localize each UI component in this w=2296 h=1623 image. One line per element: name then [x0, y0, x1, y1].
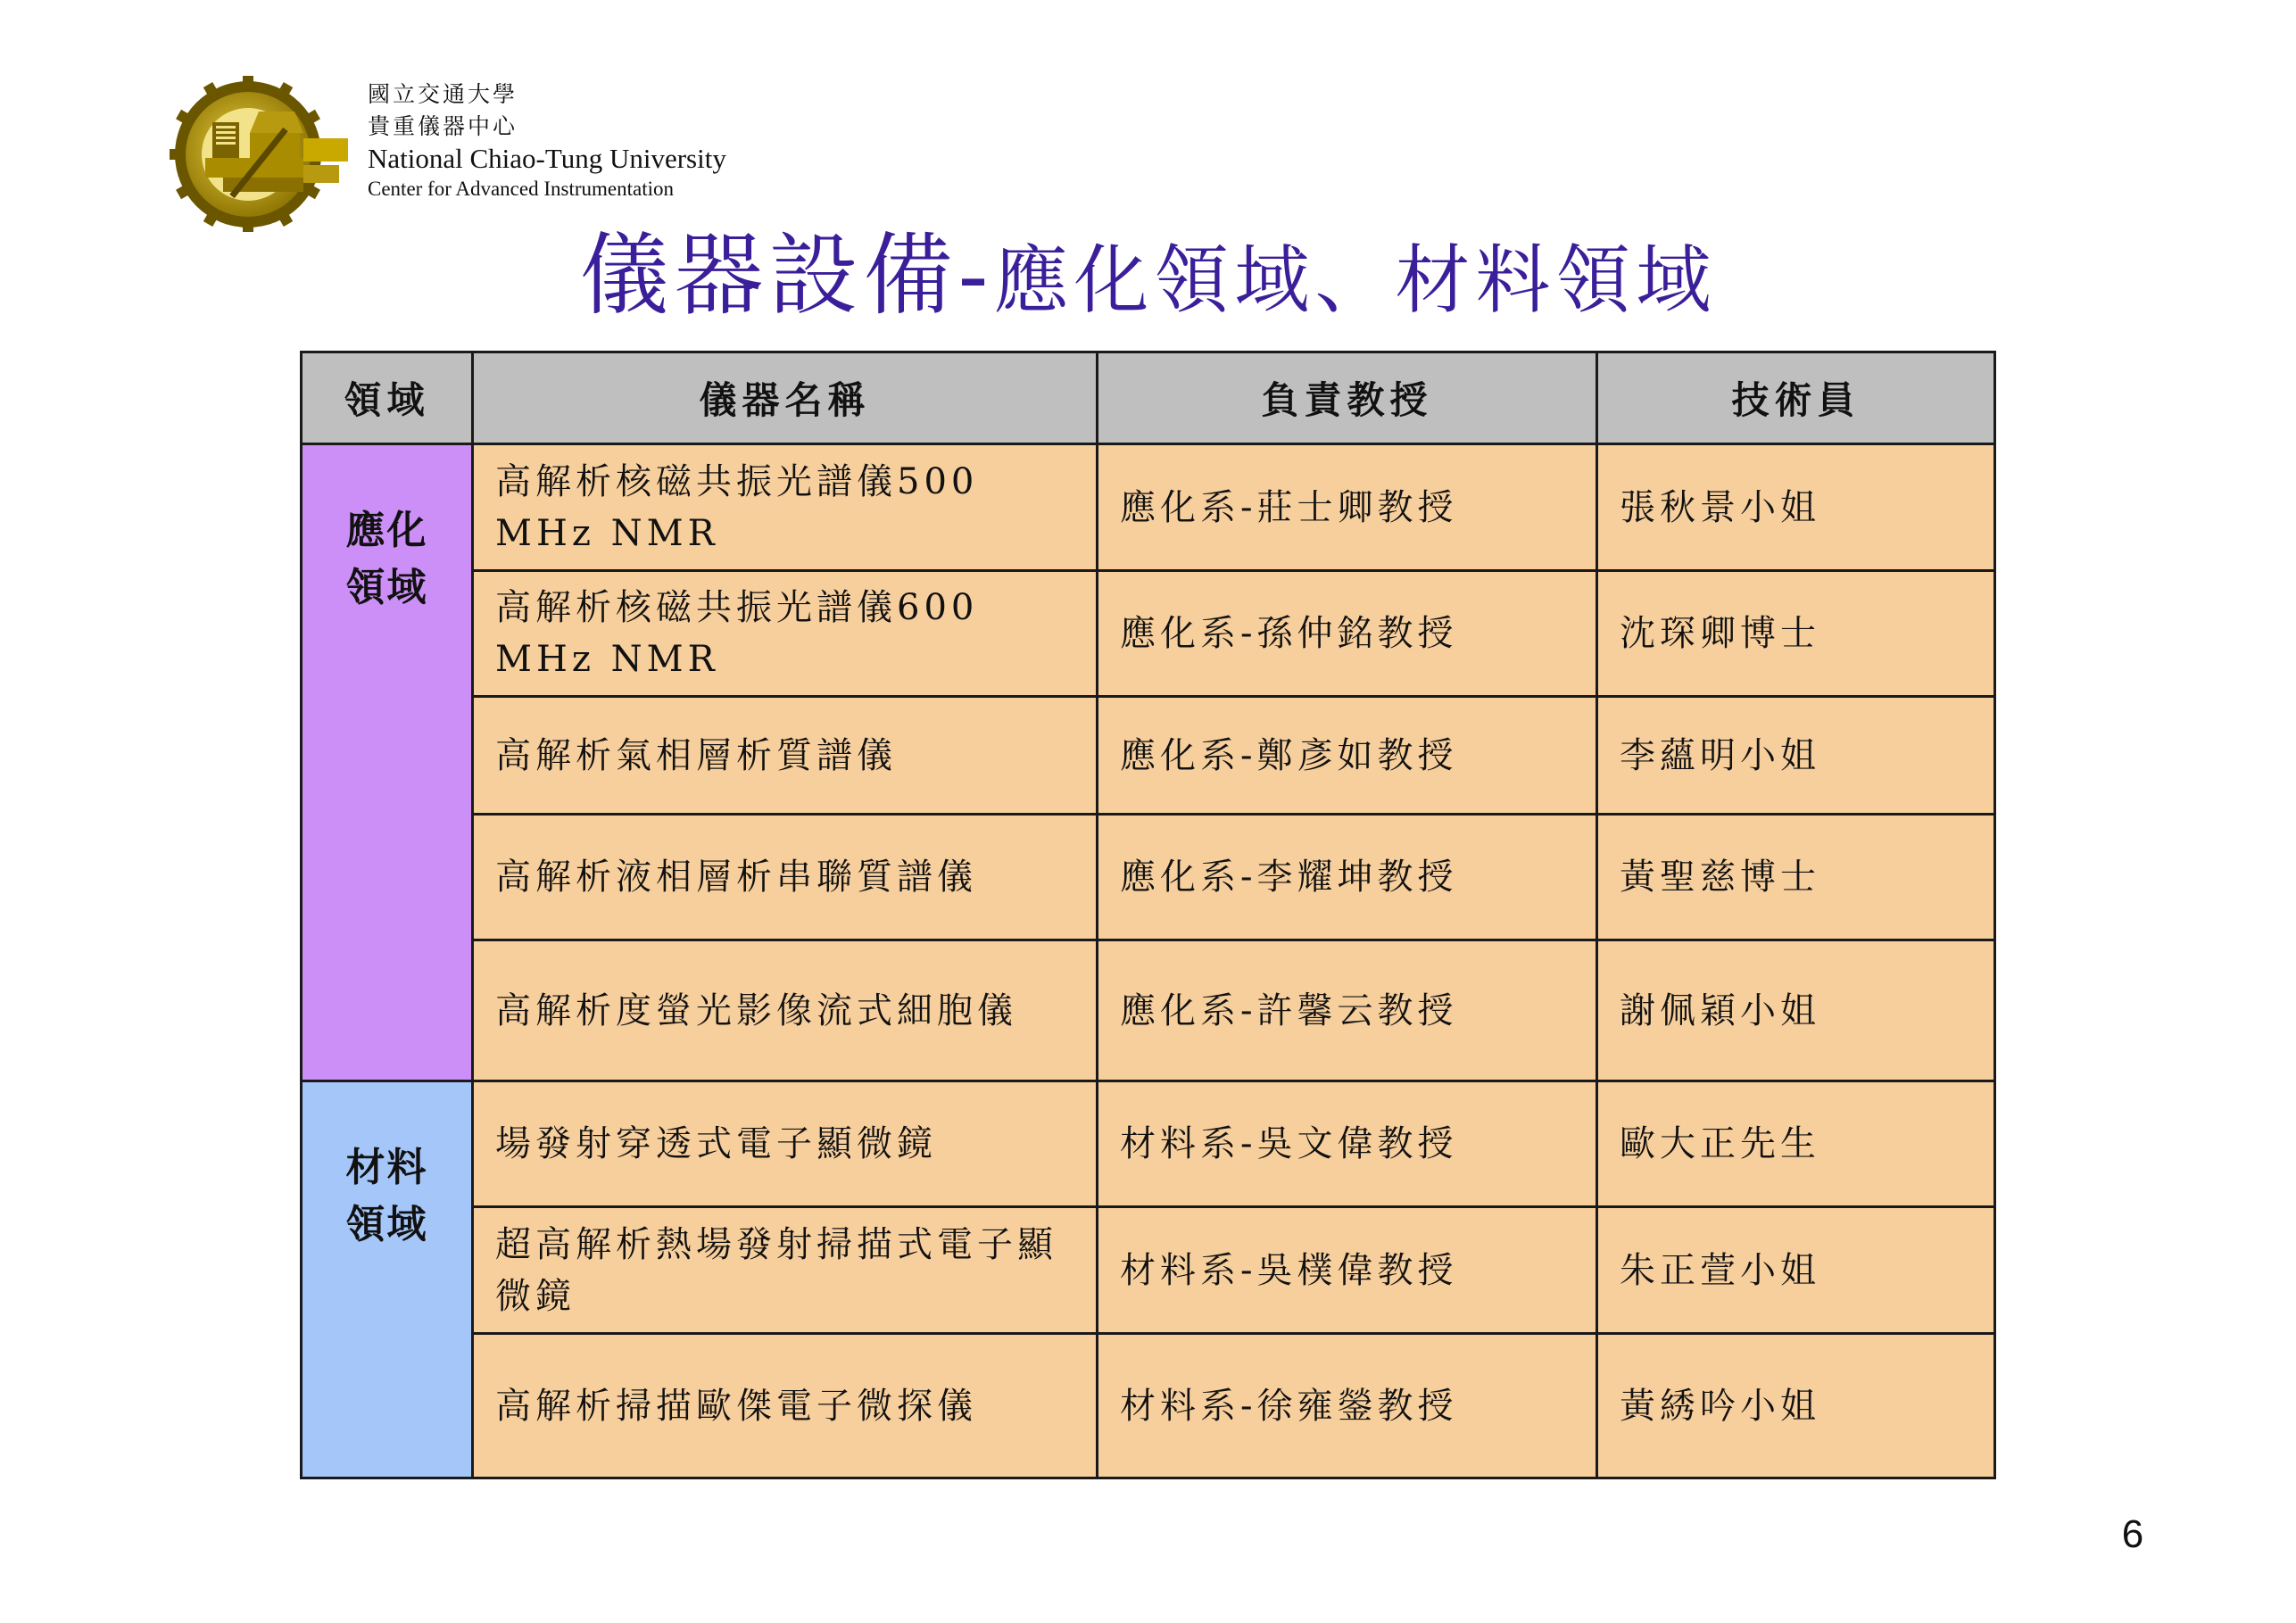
instrument-name: 高解析度螢光影像流式細胞儀 [473, 940, 1098, 1081]
domain-cell-materials [302, 1081, 473, 1478]
professor-name: 應化系-鄭彥如教授 [1098, 697, 1597, 815]
technician-name: 黃聖慈博士 [1597, 815, 1995, 940]
page-title [0, 203, 2296, 332]
table-row [302, 697, 1995, 815]
domain-label-line1: 應化 [345, 508, 428, 553]
technician-name: 歐大正先生 [1597, 1081, 1995, 1207]
professor-name: 應化系-李耀坤教授 [1098, 815, 1597, 940]
table-row [302, 1207, 1995, 1334]
header-professor: 負責教授 [1098, 352, 1597, 444]
header-technician: 技術員 [1597, 352, 1995, 444]
table-row [302, 815, 1995, 940]
technician-name: 張秋景小姐 [1597, 444, 1995, 571]
title-main: 儀器設備- [579, 223, 994, 327]
org-name-en: National Chiao-Tung University [368, 143, 726, 174]
organization-name [368, 79, 726, 203]
instrument-name: 高解析液相層析串聯質譜儀 [473, 815, 1098, 940]
header-instrument: 儀器名稱 [473, 352, 1098, 444]
technician-name: 李蘊明小姐 [1597, 697, 1995, 815]
domain-label-line2: 領域 [345, 1202, 428, 1247]
table-row [302, 571, 1995, 697]
table-row [302, 940, 1995, 1081]
instrument-name: 高解析核磁共振光譜儀500 MHz NMR [473, 444, 1098, 571]
instrument-name: 場發射穿透式電子顯微鏡 [473, 1081, 1098, 1207]
table-row [302, 1334, 1995, 1478]
header-domain: 領域 [302, 352, 473, 444]
domain-label-line2: 領域 [345, 565, 428, 610]
instrument-table [300, 351, 1996, 1479]
professor-name: 材料系-吳文偉教授 [1098, 1081, 1597, 1207]
professor-name: 應化系-莊士卿教授 [1098, 444, 1597, 571]
org-center-zh: 貴重儀器中心 [368, 113, 518, 139]
domain-label-line1: 材料 [345, 1145, 428, 1190]
professor-name: 應化系-許馨云教授 [1098, 940, 1597, 1081]
table-header-row [302, 352, 1995, 444]
org-name-zh: 國立交通大學 [368, 81, 518, 107]
professor-name: 材料系-徐雍鎣教授 [1098, 1334, 1597, 1478]
org-center-en: Center for Advanced Instrumentation [368, 178, 674, 200]
professor-name: 應化系-孫仲銘教授 [1098, 571, 1597, 697]
technician-name: 謝佩穎小姐 [1597, 940, 1995, 1081]
technician-name: 沈琛卿博士 [1597, 571, 1995, 697]
professor-name: 材料系-吳樸偉教授 [1098, 1207, 1597, 1334]
page-number: 6 [2121, 1512, 2144, 1556]
table-row [302, 444, 1995, 571]
domain-cell-chem [302, 444, 473, 1081]
instrument-name: 超高解析熱場發射掃描式電子顯微鏡 [473, 1207, 1098, 1334]
table-row [302, 1081, 1995, 1207]
title-sub: 應化領域、材料領域 [993, 236, 1717, 324]
instrument-name: 高解析核磁共振光譜儀600 MHz NMR [473, 571, 1098, 697]
technician-name: 朱正萱小姐 [1597, 1207, 1995, 1334]
instrument-name: 高解析氣相層析質譜儀 [473, 697, 1098, 815]
technician-name: 黃綉吟小姐 [1597, 1334, 1995, 1478]
instrument-name: 高解析掃描歐傑電子微探儀 [473, 1334, 1098, 1478]
